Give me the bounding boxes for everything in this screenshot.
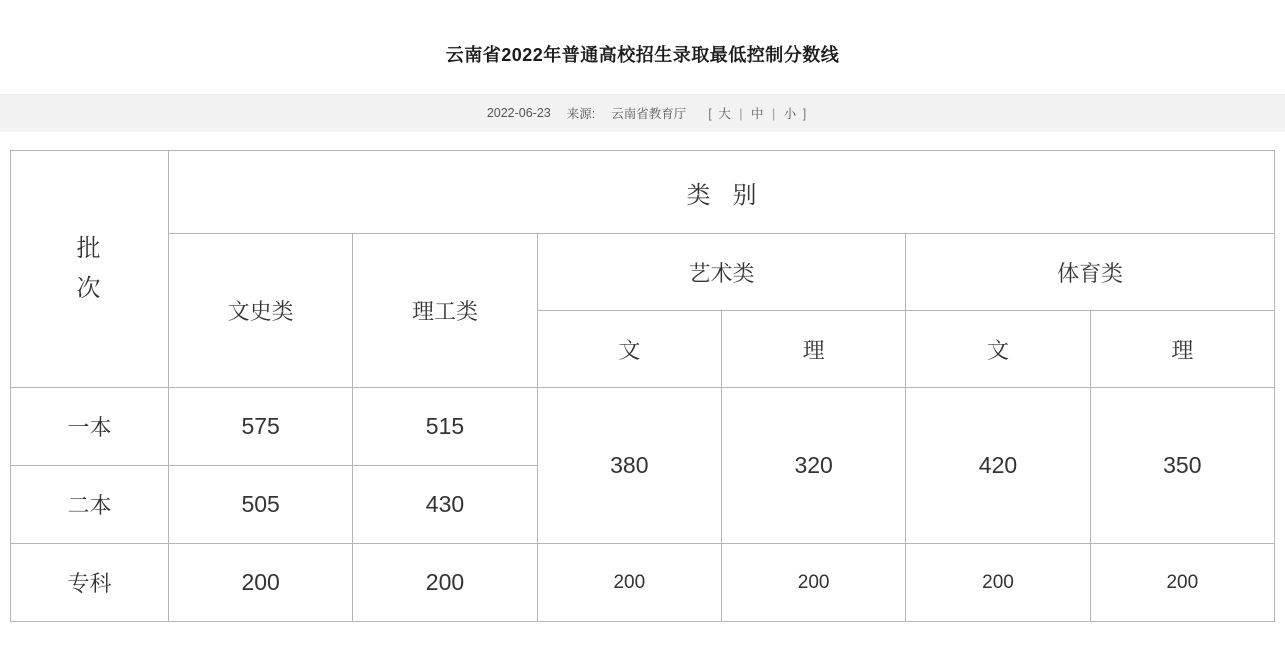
cell-erben-wenshi: 505 xyxy=(169,466,353,544)
header-wenshi: 文史类 xyxy=(169,234,353,388)
cell-zhuanke-ligong: 200 xyxy=(353,544,537,622)
font-size-medium[interactable]: 中 xyxy=(750,107,764,121)
publish-date: 2022-06-23 xyxy=(486,106,551,120)
header-sport-wen: 文 xyxy=(906,311,1090,388)
table-row xyxy=(11,544,1275,622)
score-table-container xyxy=(0,150,1285,622)
cell-art-wen-merged: 380 xyxy=(537,388,721,544)
source-label: 来源: xyxy=(566,107,596,121)
cell-yiben-wenshi: 575 xyxy=(169,388,353,466)
table-header-row-1 xyxy=(11,151,1275,234)
header-art-li: 理 xyxy=(721,311,905,388)
header-ligong: 理工类 xyxy=(353,234,537,388)
bracket-close: ] xyxy=(802,107,807,121)
cell-sport-wen-merged: 420 xyxy=(906,388,1090,544)
header-batch xyxy=(11,151,169,388)
cell-zhuanke-art-li: 200 xyxy=(721,544,905,622)
header-batch-line2: 次 xyxy=(76,275,103,302)
header-category: 类别 xyxy=(169,151,1275,234)
cell-erben-ligong: 430 xyxy=(353,466,537,544)
row-batch-label-yiben: 一本 xyxy=(11,388,169,466)
header-art-wen: 文 xyxy=(537,311,721,388)
cell-zhuanke-art-wen: 200 xyxy=(537,544,721,622)
header-batch-line1: 批 xyxy=(76,235,103,262)
source-name: 云南省教育厅 xyxy=(611,107,687,121)
meta-bar xyxy=(0,94,1285,132)
cell-art-li-merged: 320 xyxy=(721,388,905,544)
font-size-controls xyxy=(708,104,806,122)
score-table xyxy=(10,150,1275,622)
font-size-large[interactable]: 大 xyxy=(718,107,731,121)
cell-zhuanke-sport-li: 200 xyxy=(1090,544,1274,622)
font-size-small[interactable]: 小 xyxy=(783,107,797,121)
row-batch-label-erben: 二本 xyxy=(11,466,169,544)
bracket-open: [ xyxy=(708,107,712,121)
cell-zhuanke-sport-wen: 200 xyxy=(906,544,1090,622)
separator-1: | xyxy=(739,107,743,121)
page-title: 云南省2022年普通高校招生录取最低控制分数线 xyxy=(445,45,840,65)
cell-sport-li-merged: 350 xyxy=(1090,388,1274,544)
row-batch-label-zhuanke: 专科 xyxy=(11,544,169,622)
cell-zhuanke-wenshi: 200 xyxy=(169,544,353,622)
header-sport: 体育类 xyxy=(906,234,1275,311)
table-header-row-2 xyxy=(11,234,1275,311)
table-row xyxy=(11,388,1275,466)
header-sport-li: 理 xyxy=(1090,311,1274,388)
cell-yiben-ligong: 515 xyxy=(353,388,537,466)
separator-2: | xyxy=(771,107,776,121)
header-art: 艺术类 xyxy=(537,234,906,311)
